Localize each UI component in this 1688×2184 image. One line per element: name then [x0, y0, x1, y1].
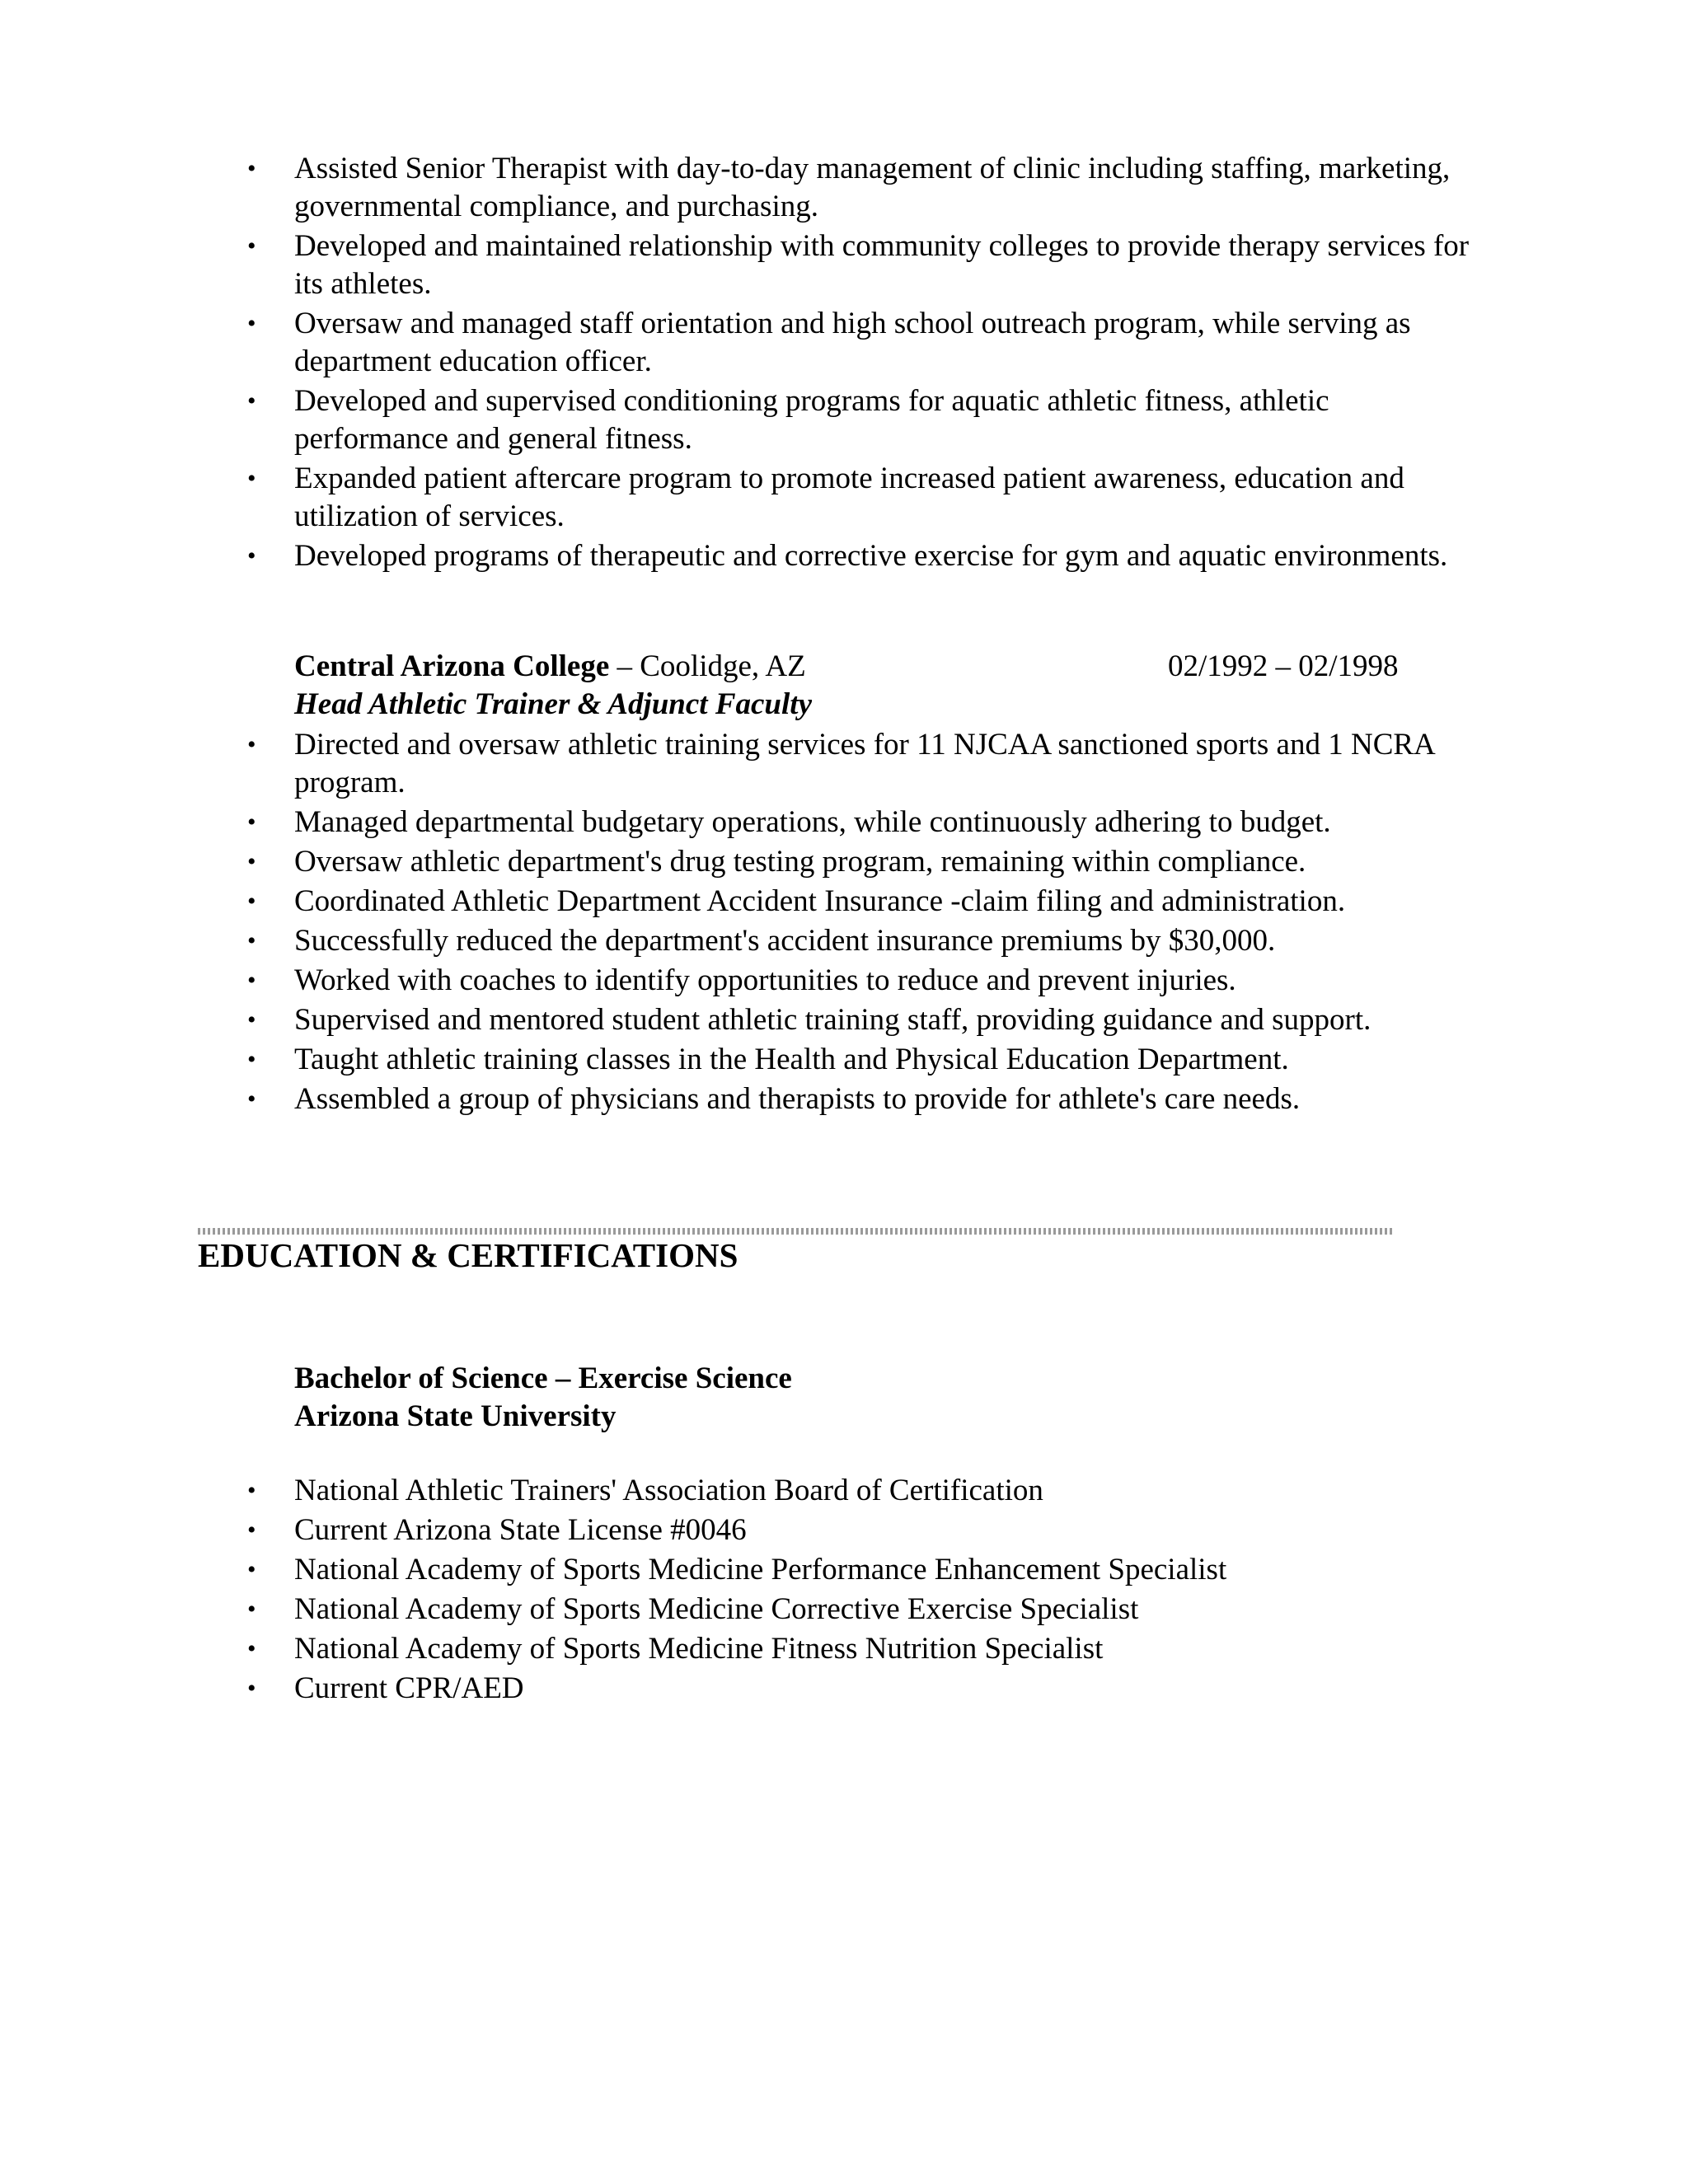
- bullet-text: Current Arizona State License #0046: [294, 1513, 747, 1547]
- employer-location: – Coolidge, AZ: [609, 649, 806, 683]
- list-item: [247, 1511, 1489, 1549]
- bullet-icon: •: [247, 1635, 256, 1662]
- bullet-text: Managed departmental budgetary operations, while continuously adhering to budget.: [294, 805, 1331, 839]
- previous-job-bullet-list: [247, 150, 1489, 577]
- list-item: [247, 537, 1489, 575]
- bullet-text: Successfully reduced the department's accident insurance premiums by $30,000.: [294, 924, 1276, 958]
- bullet-text: Oversaw athletic department's drug testing program, remaining within compliance.: [294, 845, 1306, 879]
- certification-list: [247, 1472, 1489, 1709]
- job-title: Head Athletic Trainer & Adjunct Faculty: [294, 687, 812, 721]
- list-item: [247, 1591, 1489, 1629]
- list-item: [247, 1630, 1489, 1668]
- bullet-icon: •: [247, 310, 256, 337]
- bullet-text: Developed programs of therapeutic and corrective exercise for gym and aquatic environments.: [294, 539, 1448, 573]
- list-item: [247, 962, 1489, 1000]
- bullet-text: Taught athletic training classes in the Health and Physical Education Department.: [294, 1043, 1289, 1076]
- list-item: [247, 1472, 1489, 1510]
- bullet-text: National Academy of Sports Medicine Corrective Exercise Specialist: [294, 1592, 1139, 1626]
- list-item: [247, 1551, 1489, 1589]
- bullet-text: National Academy of Sports Medicine Fitness Nutrition Specialist: [294, 1632, 1104, 1666]
- job-dates: 02/1992 – 02/1998: [1168, 649, 1399, 683]
- list-item: [247, 1041, 1489, 1079]
- list-item: [247, 150, 1489, 226]
- bullet-icon: •: [247, 155, 256, 182]
- list-item: [247, 726, 1489, 802]
- bullet-text: Developed and maintained relationship with community colleges to provide therapy services for its athletes.: [294, 229, 1470, 301]
- bullet-icon: •: [247, 232, 256, 260]
- bullet-icon: •: [247, 465, 256, 492]
- bullet-icon: •: [247, 1006, 256, 1033]
- bullet-icon: •: [247, 1085, 256, 1113]
- bullet-icon: •: [247, 387, 256, 415]
- bullet-text: Supervised and mentored student athletic training staff, providing guidance and support.: [294, 1003, 1372, 1037]
- bullet-text: Oversaw and managed staff orientation and high school outreach program, while serving as department education officer.: [294, 307, 1411, 378]
- school-name: Arizona State University: [294, 1399, 617, 1433]
- list-item: [247, 227, 1489, 303]
- bullet-icon: •: [247, 1596, 256, 1623]
- bullet-icon: •: [247, 808, 256, 836]
- list-item: [247, 804, 1489, 841]
- bullet-text: Expanded patient aftercare program to promote increased patient awareness, education and utilization of services.: [294, 462, 1404, 533]
- employer-name: Central Arizona College: [294, 649, 610, 683]
- degree-name: Bachelor of Science – Exercise Science: [294, 1361, 792, 1395]
- list-item: [247, 1001, 1489, 1039]
- bullet-text: Developed and supervised conditioning programs for aquatic athletic fitness, athletic performance and general fitness.: [294, 384, 1329, 456]
- job-header: [294, 648, 1415, 686]
- bullet-text: Assembled a group of physicians and therapists to provide for athlete's care needs.: [294, 1082, 1301, 1116]
- list-item: [247, 460, 1489, 536]
- list-item: [247, 305, 1489, 381]
- bullet-icon: •: [247, 1675, 256, 1702]
- bullet-icon: •: [247, 888, 256, 915]
- bullet-text: Worked with coaches to identify opportunities to reduce and prevent injuries.: [294, 963, 1236, 997]
- list-item: [247, 1670, 1489, 1708]
- list-item: [247, 922, 1489, 960]
- bullet-text: Current CPR/AED: [294, 1671, 524, 1705]
- bullet-icon: •: [247, 927, 256, 954]
- bullet-icon: •: [247, 1516, 256, 1544]
- bullet-icon: •: [247, 1477, 256, 1504]
- list-item: [247, 843, 1489, 881]
- bullet-icon: •: [247, 1556, 256, 1583]
- list-item: [247, 883, 1489, 921]
- section-divider: [198, 1228, 1395, 1235]
- bullet-icon: •: [247, 1046, 256, 1073]
- bullet-text: National Athletic Trainers' Association Board of Certification: [294, 1474, 1043, 1507]
- bullet-text: Directed and oversaw athletic training services for 11 NJCAA sanctioned sports and 1 NCRA program.: [294, 728, 1434, 799]
- bullet-icon: •: [247, 848, 256, 875]
- bullet-text: Coordinated Athletic Department Accident Insurance -claim filing and administration.: [294, 884, 1346, 918]
- bullet-text: Assisted Senior Therapist with day-to-day management of clinic including staffing, marketing, governmental compliance, and purchasing.: [294, 152, 1451, 223]
- bullet-icon: •: [247, 542, 256, 569]
- list-item: [247, 1080, 1489, 1118]
- section-title-education: EDUCATION & CERTIFICATIONS: [198, 1236, 738, 1274]
- list-item: [247, 382, 1489, 458]
- bullet-icon: •: [247, 731, 256, 758]
- bullet-icon: •: [247, 967, 256, 994]
- bullet-text: National Academy of Sports Medicine Performance Enhancement Specialist: [294, 1553, 1227, 1586]
- job-bullet-list: [247, 726, 1489, 1120]
